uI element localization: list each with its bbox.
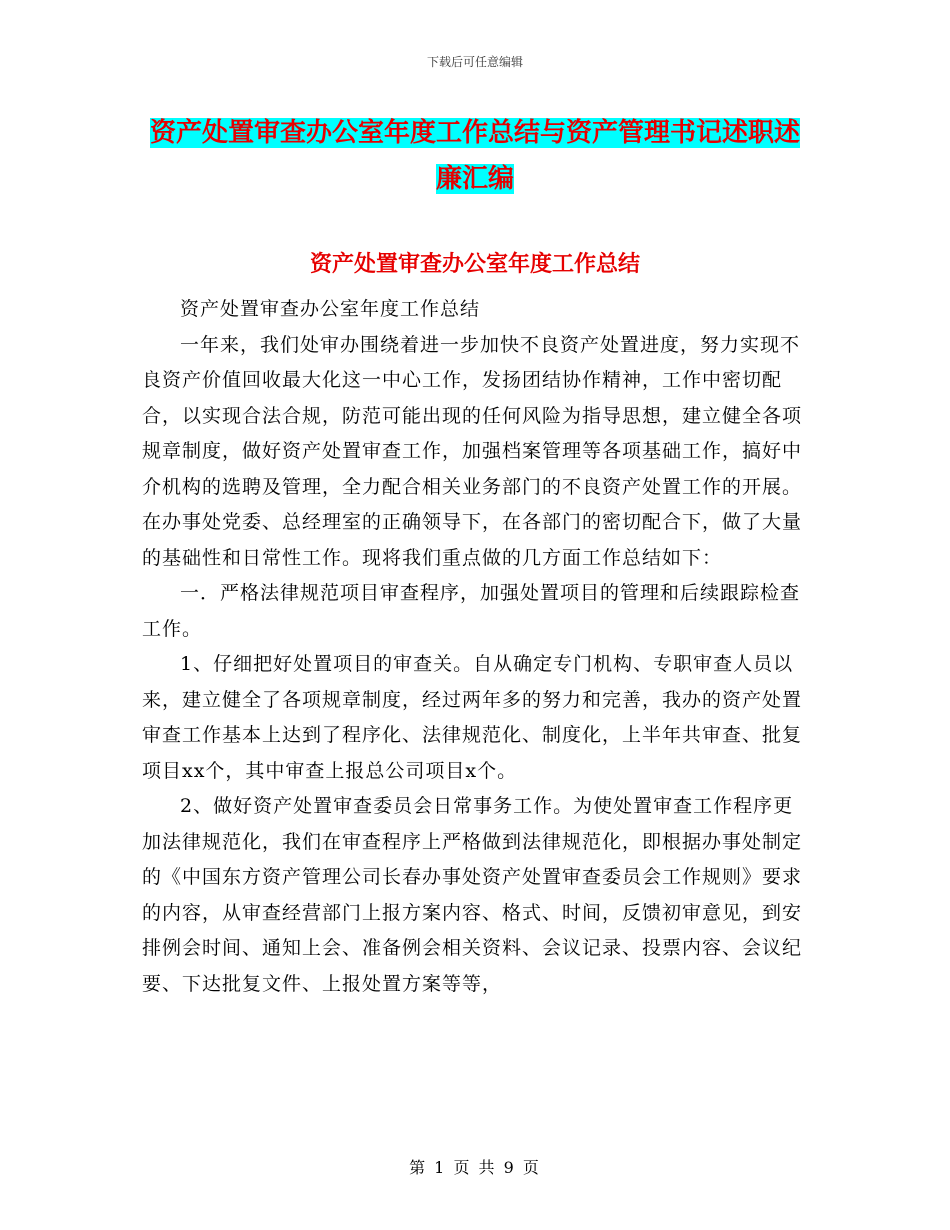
document-title-text: 资产处置审查办公室年度工作总结与资产管理书记述职述廉汇编 xyxy=(149,118,800,194)
page-footer: 第 1 页 共 9 页 xyxy=(409,1158,541,1177)
paragraph: 1、仔细把好处置项目的审查关。自从确定专门机构、专职审查人员以来，建立健全了各项规章制度，经过两年多的努力和完善，我办的资产处置审查工作基本上达到了程序化、法律规范化、制度化，上半年共审查、批复项目xx个，其中审查上报总公司项目x个。 xyxy=(142,653,803,782)
paragraph: 一年来，我们处审办围绕着进一步加快不良资产处置进度，努力实现不良资产价值回收最大化这一中心工作，发扬团结协作精神，工作中密切配合，以实现合法合规，防范可能出现的任何风险为指导思想，建立健全各项规章制度，做好资产处置审查工作，加强档案管理等各项基础工作，搞好中介机构的选聘及管理，全力配合相关业务部门的不良资产处置工作的开展。在办事处党委、总经理室的正确领导下，在各部门的密切配合下，做了大量的基础性和日常性工作。现将我们重点做的几方面工作总结如下： xyxy=(142,333,803,569)
document-title xyxy=(140,110,810,202)
paragraph: 2、做好资产处置审查委员会日常事务工作。为使处置审查工作程序更加法律规范化，我们在审查程序上严格做到法律规范化，即根据办事处制定的《中国东方资产管理公司长春办事处资产处置审查委员会工作规则》要求的内容，从审查经营部门上报方案内容、格式、时间，反馈初审意见，到安排例会时间、通知上会、准备例会相关资料、会议记录、投票内容、会议纪要、下达批复文件、上报处置方案等等， xyxy=(142,795,803,995)
header-note: 下载后可任意编辑 xyxy=(426,55,523,69)
paragraph: 一．严格法律规范项目审查程序，加强处置项目的管理和后续跟踪检查工作。 xyxy=(142,582,801,640)
document-body xyxy=(142,292,810,1002)
section-title: 资产处置审查办公室年度工作总结 xyxy=(309,252,640,277)
paragraph: 资产处置审查办公室年度工作总结 xyxy=(180,298,481,320)
